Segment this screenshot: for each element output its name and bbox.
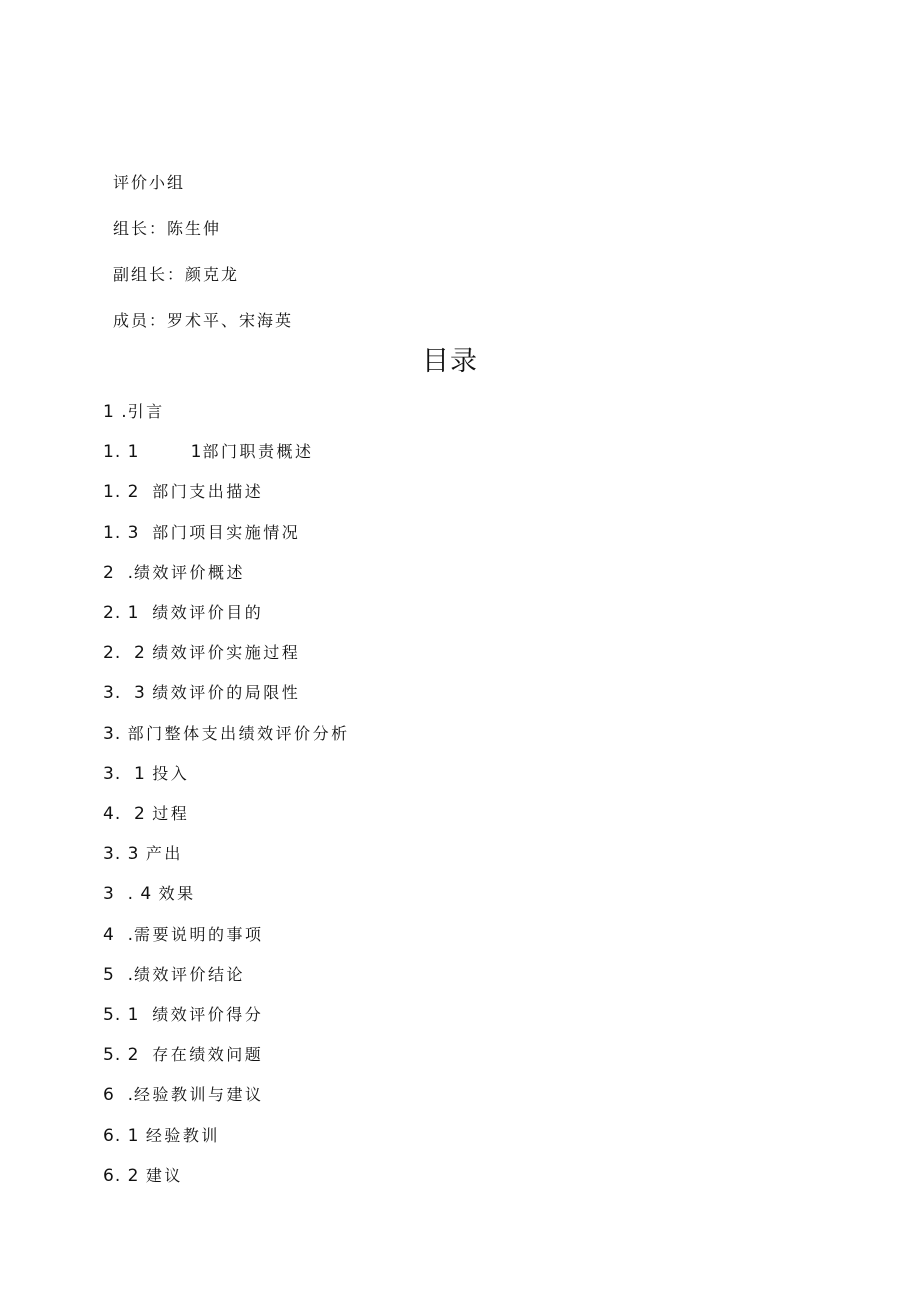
toc-entry[interactable] (103, 401, 165, 423)
toc-entry-number: 6 . (103, 1085, 135, 1105)
toc-entry[interactable] (103, 1004, 263, 1026)
toc-entry-number: 5. 1 (103, 1005, 153, 1025)
toc-entry-number: 2. 2 (103, 643, 153, 663)
team-deputy-leader: 副组长：颜克龙 (113, 265, 240, 284)
toc-entry[interactable] (103, 1165, 183, 1187)
toc-entry-text: 存在绩效问题 (152, 1045, 264, 1064)
toc-entry[interactable] (103, 883, 196, 905)
toc-entry[interactable] (103, 723, 350, 745)
toc-entry-number: 3. 3 (103, 683, 153, 703)
toc-entry[interactable] (103, 763, 189, 785)
toc-entry-text: 绩效评价的局限性 (152, 683, 301, 702)
toc-entry-number: 1. 3 (103, 523, 153, 543)
toc-entry-number: 3. 1 (103, 764, 153, 784)
toc-entry[interactable] (103, 843, 183, 865)
toc-entry-number: 5. 2 (103, 1045, 153, 1065)
toc-entry-number: 5 . (103, 965, 135, 985)
toc-entry-text: 效果 (158, 884, 196, 903)
toc-entry-text: 需要说明的事项 (134, 925, 264, 944)
toc-entry-text: 经验教训与建议 (134, 1085, 264, 1104)
toc-entry-number: 6. 1 (103, 1126, 146, 1146)
toc-entry-text: 产出 (145, 844, 183, 863)
toc-entry-text: 引言 (127, 402, 165, 421)
toc-entry-number: 4 . (103, 925, 135, 945)
toc-entry-number: 3. (103, 724, 128, 744)
toc-entry[interactable] (103, 441, 314, 463)
toc-entry-number: 3. 3 (103, 844, 146, 864)
toc-entry-number: 2. 1 (103, 603, 153, 623)
toc-entry-text: 经验教训 (145, 1126, 220, 1145)
toc-entry-number: 1 . (103, 402, 128, 422)
toc-entry-text: 过程 (152, 804, 190, 823)
evaluation-team-heading: 评价小组 (113, 173, 186, 192)
toc-entry[interactable] (103, 964, 245, 986)
toc-entry-text: 建议 (145, 1166, 183, 1185)
toc-entry-number: 3 . 4 (103, 884, 159, 904)
toc-entry[interactable] (103, 924, 264, 946)
toc-entry[interactable] (103, 481, 263, 503)
toc-entry-text: 部门支出描述 (152, 482, 264, 501)
toc-entry-text: 绩效评价得分 (152, 1005, 264, 1024)
team-leader: 组长：陈生伸 (113, 219, 222, 238)
toc-entry-text: 绩效评价目的 (152, 603, 264, 622)
toc-entry[interactable] (103, 522, 300, 544)
toc-entry-number: 6. 2 (103, 1166, 146, 1186)
toc-entry-text: 绩效评价实施过程 (152, 643, 301, 662)
toc-entry-text: 绩效评价概述 (134, 563, 246, 582)
toc-entry-text: 投入 (152, 764, 190, 783)
toc-entry[interactable] (103, 803, 189, 825)
toc-entry-text: 部门项目实施情况 (152, 523, 301, 542)
toc-entry-number: 2 . (103, 563, 135, 583)
team-members: 成员：罗术平、宋海英 (113, 311, 294, 330)
toc-title: 目录 (422, 346, 478, 377)
toc-entry[interactable] (103, 602, 263, 624)
toc-entry[interactable] (103, 682, 300, 704)
toc-entry[interactable] (103, 562, 245, 584)
toc-entry-text: 部门整体支出绩效评价分析 (127, 724, 350, 743)
toc-entry-number: 1. 1 1 (103, 442, 203, 462)
toc-entry[interactable] (103, 1125, 220, 1147)
toc-entry[interactable] (103, 1044, 263, 1066)
toc-entry-text: 部门职责概述 (202, 442, 314, 461)
toc-entry-number: 1. 2 (103, 482, 153, 502)
toc-entry-text: 绩效评价结论 (134, 965, 246, 984)
toc-entry[interactable] (103, 642, 300, 664)
toc-entry[interactable] (103, 1084, 264, 1106)
toc-entry-number: 4. 2 (103, 804, 153, 824)
